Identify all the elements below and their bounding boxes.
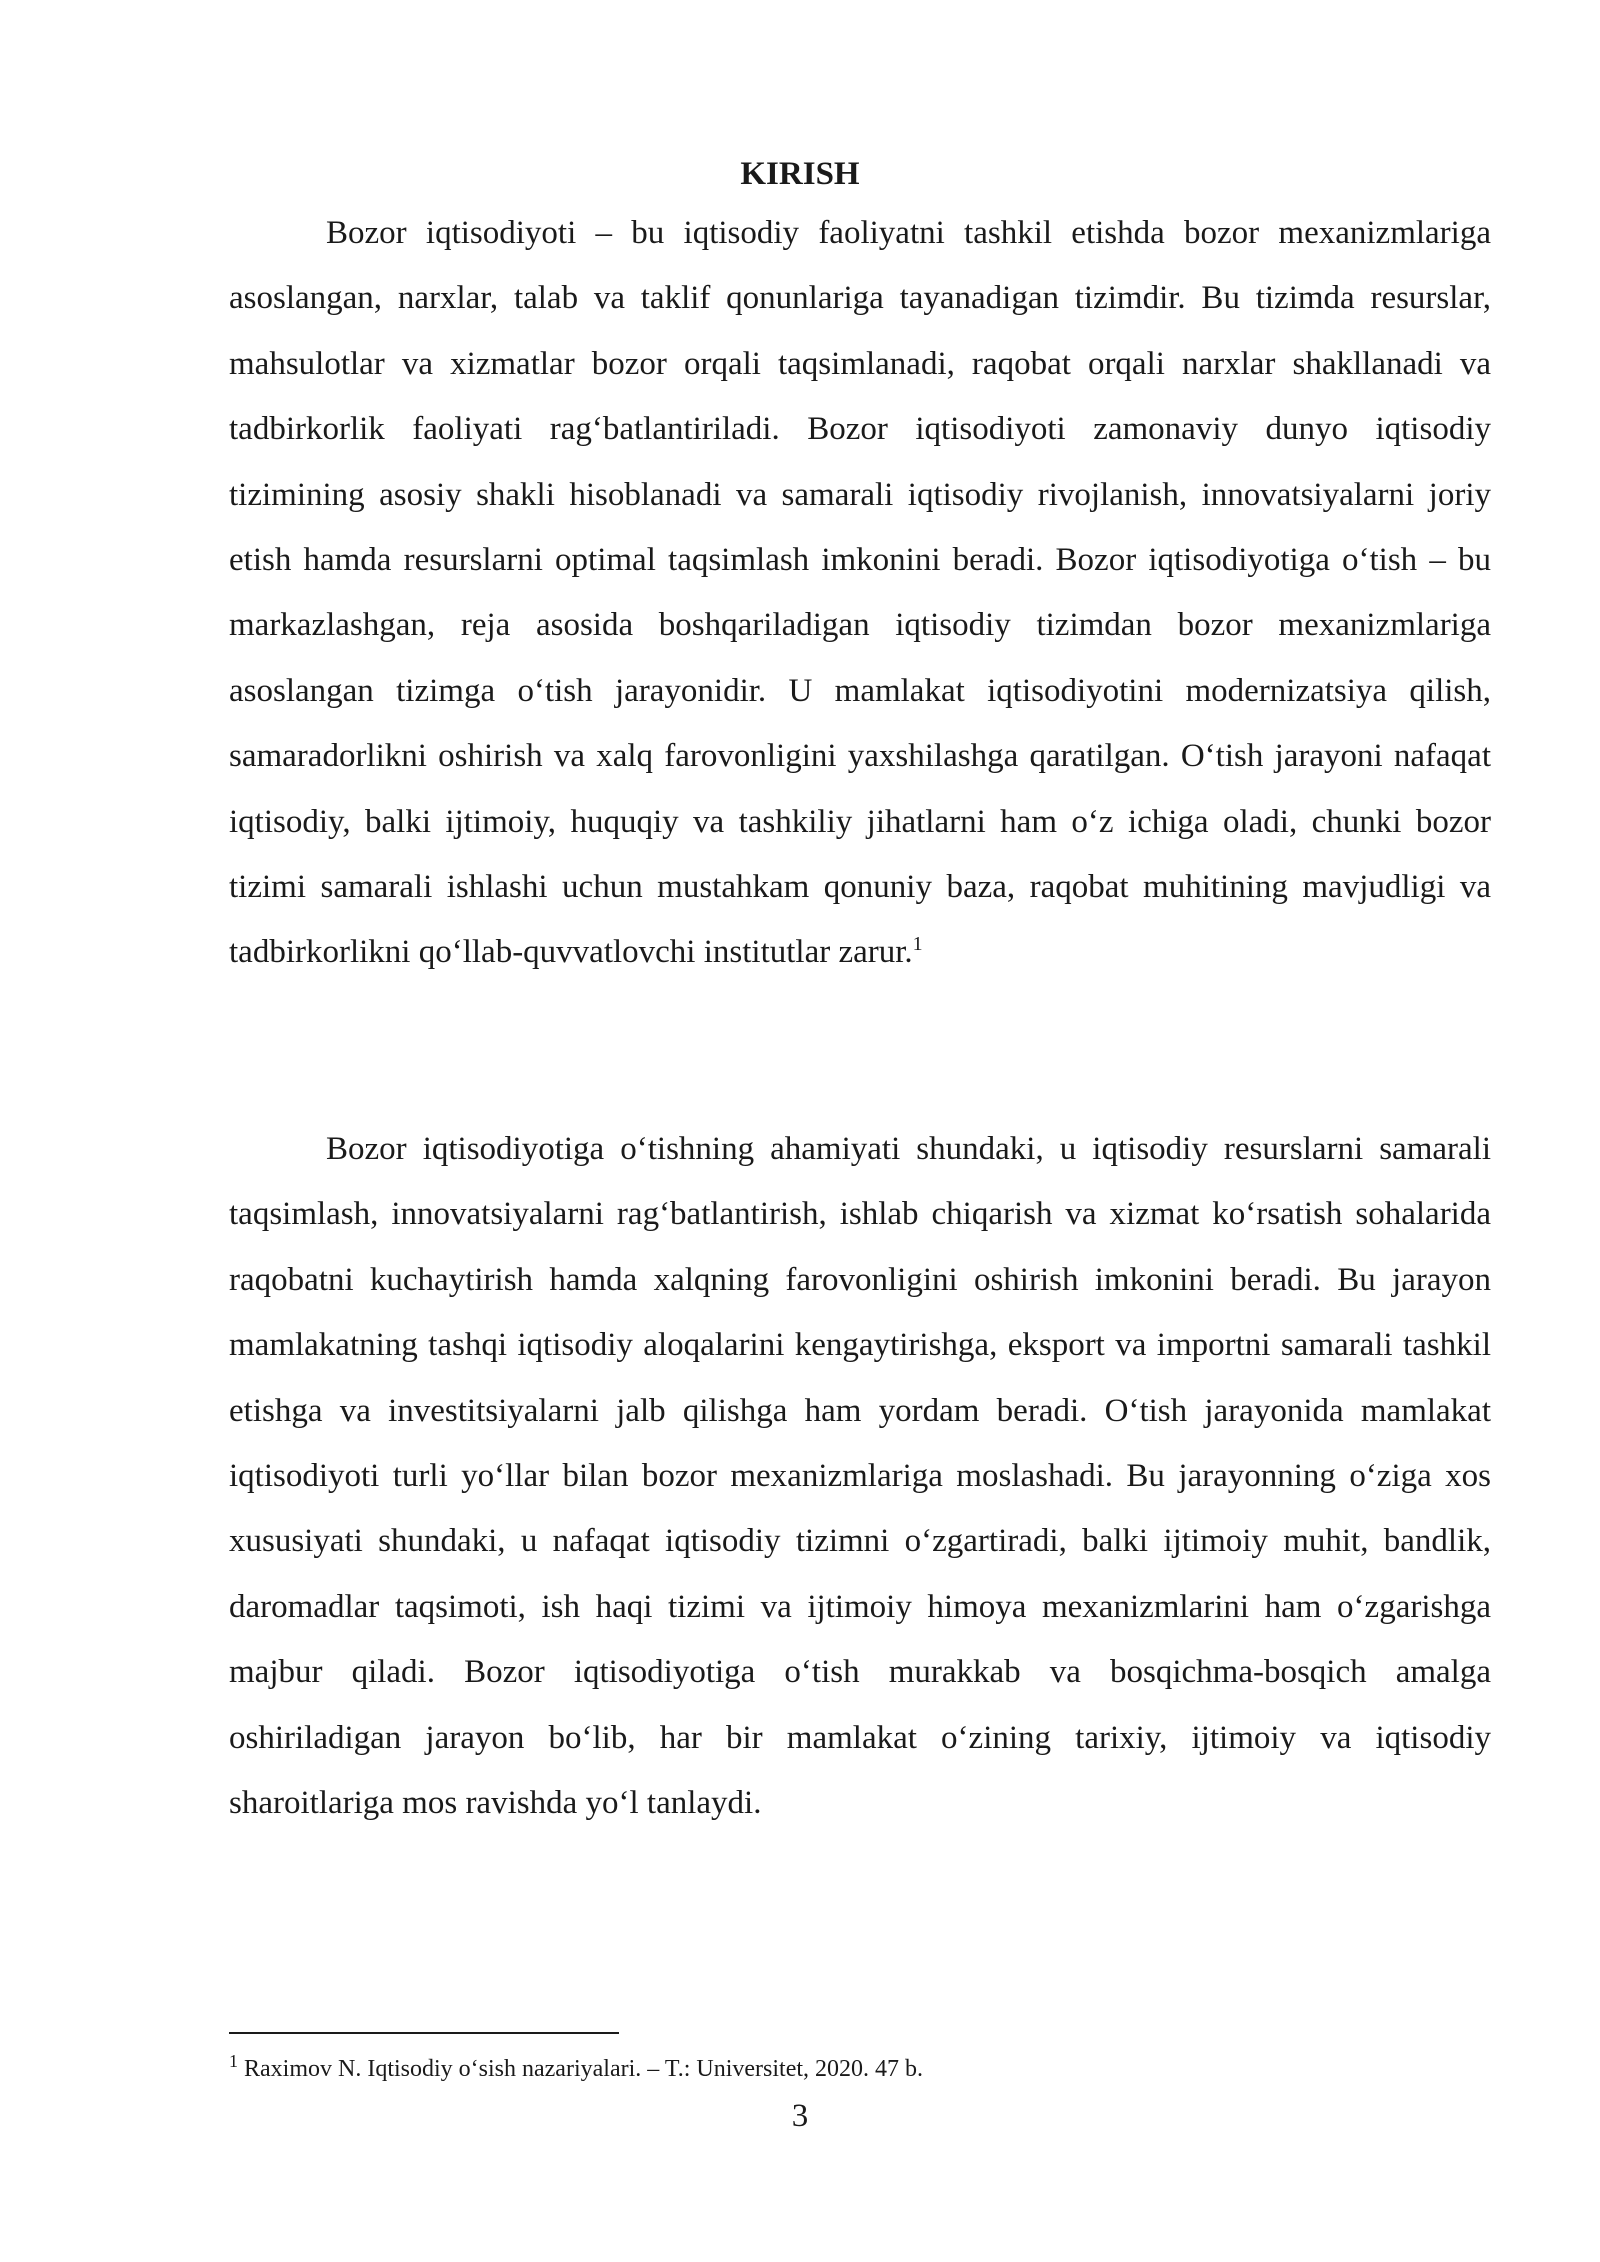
section-heading: KIRISH bbox=[740, 156, 860, 192]
footnote-separator bbox=[229, 2032, 619, 2034]
page-number: 3 bbox=[791, 2098, 809, 2134]
paragraph-1-text: Bozor iqtisodiyoti – bu iqtisodiy faoliyatni tashkil etishda bozor mexanizmlariga asoslangan, narxlar, talab va taklif qonunlariga tayanadigan tizimdir. Bu tizimda resurslar, mahsulotlar va xizmatlar bozor orqali taqsimlanadi, raqobat orqali narxlar shakllanadi va tadbirkorlik faoliyati rag‘batlantiriladi. Bozor iqtisodiyoti zamonaviy dunyo iqtisodiy tizimining asosiy shakli hisoblanadi va samarali iqtisodiy rivojlanish, innovatsiyalarni joriy etish hamda resurslarni optimal taqsimlash imkonini beradi. Bozor iqtisodiyotiga o‘tish – bu markazlashgan, reja asosida boshqariladigan iqtisodiy tizimdan bozor mexanizmlariga asoslangan tizimga o‘tish jarayonidir. U mamlakat iqtisodiyotini modernizatsiya qilish, samaradorlikni oshirish va xalq farovonligini yaxshilashga qaratilgan. O‘tish jarayoni nafaqat iqtisodiy, balki ijtimoiy, huquqiy va tashkiliy jihatlarni ham o‘z ichiga oladi, chunki bozor tizimi samarali ishlashi uchun mustahkam qonuniy baza, raqobat muhitining mavjudligi va tadbirkorlikni qo‘llab-quvvatlovchi institutlar zarur. bbox=[229, 215, 1491, 971]
footnote-number: 1 bbox=[229, 2051, 238, 2071]
paragraph-1 bbox=[229, 201, 1491, 986]
paragraph-2 bbox=[229, 1117, 1491, 1836]
footnote-reference[interactable]: 1 bbox=[912, 933, 923, 956]
footnote-text: Raximov N. Iqtisodiy o‘sish nazariyalari. – T.: Universitet, 2020. 47 b. bbox=[244, 2056, 924, 2082]
paragraph-2-text: Bozor iqtisodiyotiga o‘tishning ahamiyati shundaki, u iqtisodiy resurslarni samarali taqsimlash, innovatsiyalarni rag‘batlantirish, ishlab chiqarish va xizmat ko‘rsatish sohalarida raqobatni kuchaytirish hamda xalqning farovonligini oshirish imkonini beradi. Bu jarayon mamlakatning tashqi iqtisodiy aloqalarini kengaytirishga, eksport va importni samarali tashkil etishga va investitsiyalarni jalb qilishga ham yordam beradi. O‘tish jarayonida mamlakat iqtisodiyoti turli yo‘llar bilan bozor mexanizmlariga moslashadi. Bu jarayonning o‘ziga xos xususiyati shundaki, u nafaqat iqtisodiy tizimni o‘zgartiradi, balki ijtimoiy muhit, bandlik, daromadlar taqsimoti, ish haqi tizimi va ijtimoiy himoya mexanizmlarini ham o‘zgarishga majbur qiladi. Bozor iqtisodiyotiga o‘tish murakkab va bosqichma-bosqich amalga oshiriladigan jarayon bo‘lib, har bir mamlakat o‘zining tarixiy, ijtimoiy va iqtisodiy sharoitlariga mos ravishda yo‘l tanlaydi. bbox=[229, 1131, 1491, 1822]
paragraph-block-1 bbox=[229, 201, 1491, 986]
paragraph-block-2 bbox=[229, 1117, 1491, 1836]
footnote bbox=[229, 2052, 1491, 2086]
